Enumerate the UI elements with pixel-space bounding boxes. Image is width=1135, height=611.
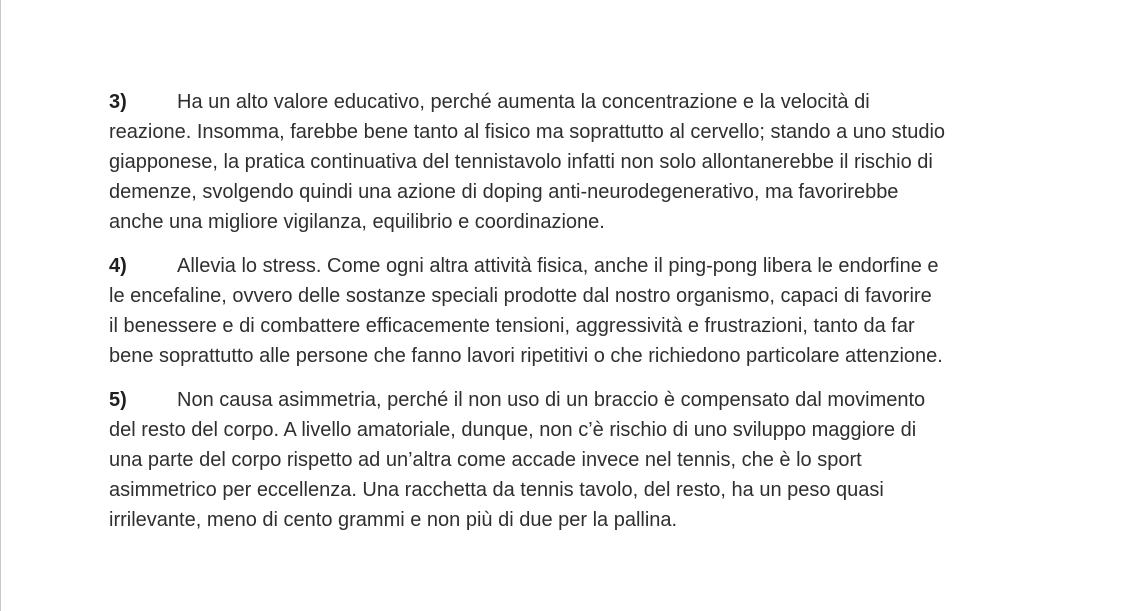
paragraph-number: 3): [109, 91, 127, 113]
paragraph-line: una parte del corpo rispetto ad un’altra come accade invece nel tennis, che è lo sport: [109, 449, 862, 471]
paragraph-number: 4): [109, 255, 127, 277]
paragraph-line: asimmetrico per eccellenza. Una racchetta da tennis tavolo, del resto, ha un peso quasi: [109, 479, 884, 501]
paragraph-first-line: [109, 251, 1079, 281]
paragraph-text: Non causa asimmetria, perché il non uso di un braccio è compensato dal movimento: [177, 389, 926, 411]
paragraph-line: demenze, svolgendo quindi una azione di doping anti-neurodegenerativo, ma favorirebbe: [109, 181, 899, 203]
paragraph-line: anche una migliore vigilanza, equilibrio e coordinazione.: [109, 211, 605, 233]
paragraph-text: Allevia lo stress. Come ogni altra attività fisica, anche il ping-pong libera le endorfine e: [177, 255, 939, 277]
paragraph-line: il benessere e di combattere efficacemente tensioni, aggressività e frustrazioni, tanto da far: [109, 315, 915, 337]
paragraph-line: del resto del corpo. A livello amatoriale, dunque, non c’è rischio di uno sviluppo maggiore di: [109, 419, 917, 441]
page-edge-divider: [0, 0, 1, 611]
numbered-paragraph-3: [109, 87, 1079, 237]
paragraph-line: le encefaline, ovvero delle sostanze speciali prodotte dal nostro organismo, capaci di favorire: [109, 285, 932, 307]
document-body: [109, 87, 1079, 549]
paragraph-line: reazione. Insomma, farebbe bene tanto al fisico ma soprattutto al cervello; stando a uno studio: [109, 121, 946, 143]
paragraph-first-line: [109, 385, 1079, 415]
paragraph-line: giapponese, la pratica continuativa del tennistavolo infatti non solo allontanerebbe il rischio di: [109, 151, 933, 173]
numbered-paragraph-5: [109, 385, 1079, 535]
numbered-paragraph-4: [109, 251, 1079, 371]
paragraph-line: irrilevante, meno di cento grammi e non più di due per la pallina.: [109, 509, 678, 531]
paragraph-number: 5): [109, 389, 127, 411]
paragraph-text: Ha un alto valore educativo, perché aumenta la concentrazione e la velocità di: [177, 91, 870, 113]
paragraph-line: bene soprattutto alle persone che fanno lavori ripetitivi o che richiedono particolare attenzione.: [109, 345, 943, 367]
paragraph-first-line: [109, 87, 1079, 117]
